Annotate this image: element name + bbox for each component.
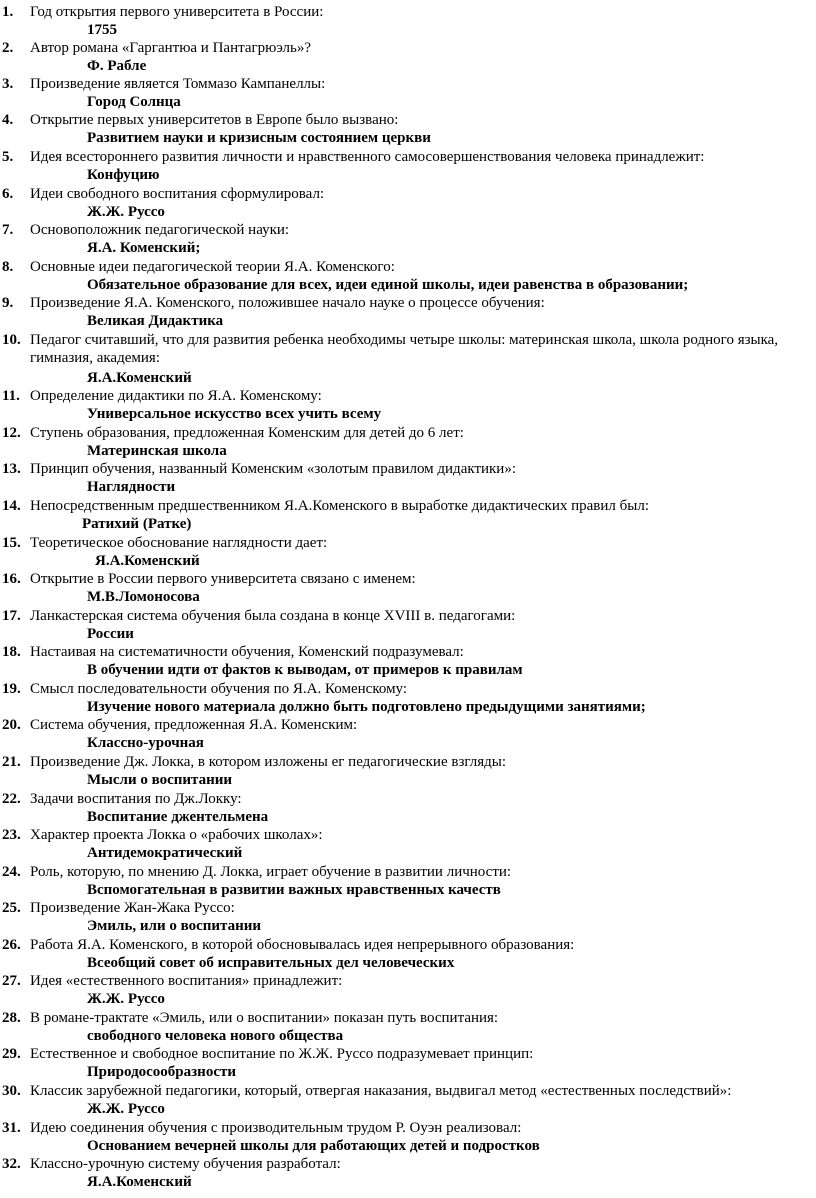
item-number: 20. (2, 717, 21, 733)
question-text: Теоретическое обоснование наглядности дает: (30, 535, 328, 551)
answer-text: Я.А. Коменский; (87, 240, 201, 256)
item-number: 11. (2, 388, 20, 404)
item-number: 29. (2, 1046, 21, 1062)
item-number: 7. (2, 222, 14, 238)
answer-text: В обучении идти от фактов к выводам, от примеров к правилам (87, 662, 523, 678)
question-text: Система обучения, предложенная Я.А. Коменским: (30, 717, 358, 733)
item-number: 25. (2, 900, 21, 916)
answer-text: 1755 (87, 22, 117, 38)
answer-text: М.В.Ломоносова (87, 589, 200, 605)
item-number: 27. (2, 973, 21, 989)
answer-text: Материнская школа (87, 443, 227, 459)
item-number: 24. (2, 864, 21, 880)
list-item (0, 643, 816, 679)
item-number: 15. (2, 535, 21, 551)
answer-text: Развитием науки и кризисным состоянием церкви (87, 130, 431, 146)
question-text: Естественное и свободное воспитание по Ж.Ж. Руссо подразумевает принцип: (30, 1046, 534, 1062)
list-item (0, 221, 816, 257)
question-text: Педагог считавший, что для развития ребенка необходимы четыре школы: материнская школа, школа родного языка, гимназия, академия: (30, 332, 779, 366)
item-number: 31. (2, 1120, 21, 1136)
item-number: 10. (2, 332, 21, 348)
answer-text: России (87, 626, 134, 642)
question-text: Идею соединения обучения с производительным трудом Р. Оуэн реализовал: (30, 1120, 522, 1136)
question-text: Произведение Я.А. Коменского, положившее начало науке о процессе обучения: (30, 295, 545, 311)
answer-text: Мысли о воспитании (87, 772, 233, 788)
answer-text: Город Солнца (87, 94, 181, 110)
list-item (0, 936, 816, 972)
list-item (0, 972, 816, 1008)
answer-text: Антидемократический (87, 845, 243, 861)
answer-text: Обязательное образование для всех, идеи единой школы, идеи равенства в образовании; (87, 277, 689, 293)
list-item (0, 497, 816, 533)
item-number: 28. (2, 1010, 21, 1026)
question-text: Определение дидактики по Я.А. Коменскому: (30, 388, 322, 404)
answer-text: Я.А.Коменский (87, 1174, 192, 1190)
item-number: 16. (2, 571, 21, 587)
item-number: 19. (2, 681, 21, 697)
list-item (0, 607, 816, 643)
answer-text: Воспитание джентельмена (87, 809, 269, 825)
answer-text: Вспомогательная в развитии важных нравственных качеств (87, 882, 501, 898)
answer-text: Наглядности (87, 479, 176, 495)
answer-text: Ж.Ж. Руссо (87, 991, 165, 1007)
item-number: 23. (2, 827, 21, 843)
list-item (0, 753, 816, 789)
item-number: 2. (2, 40, 14, 56)
answer-text: Великая Дидактика (87, 313, 224, 329)
question-text: Настаивая на систематичности обучения, Коменский подразумевал: (30, 644, 464, 660)
list-item (0, 716, 816, 752)
item-number: 12. (2, 425, 21, 441)
list-item (0, 424, 816, 460)
list-item (0, 3, 816, 39)
question-text: Основоположник педагогической науки: (30, 222, 290, 238)
answer-text: Ж.Ж. Руссо (87, 204, 165, 220)
question-text: Задачи воспитания по Дж.Локку: (30, 791, 242, 807)
answer-text: Всеобщий совет об исправительных дел человеческих (87, 955, 455, 971)
question-text: Классик зарубежной педагогики, который, отвергая наказания, выдвигал метод «естественных последствий»: (30, 1083, 732, 1099)
list-item (0, 460, 816, 496)
list-item (0, 790, 816, 826)
answer-text: Универсальное искусство всех учить всему (87, 406, 382, 422)
list-item (0, 1155, 816, 1191)
list-item (0, 826, 816, 862)
answer-text: Конфуцию (87, 167, 160, 183)
item-number: 26. (2, 937, 21, 953)
question-text: Автор романа «Гаргантюа и Пантагрюэль»? (30, 40, 312, 56)
list-item (0, 680, 816, 716)
item-number: 1. (2, 4, 14, 20)
question-text: Год открытия первого университета в России: (30, 4, 324, 20)
answer-text: Ж.Ж. Руссо (87, 1101, 165, 1117)
list-item (0, 111, 816, 147)
list-item (0, 387, 816, 423)
question-text: Ланкастерская система обучения была создана в конце XVIII в. педагогами: (30, 608, 516, 624)
answer-text: Я.А.Коменский (95, 553, 200, 569)
answer-text: Изучение нового материала должно быть подготовлено предыдущими занятиями; (87, 699, 646, 715)
question-text: Непосредственным предшественником Я.А.Коменского в выработке дидактических правил был: (30, 498, 649, 514)
question-text: Произведение Дж. Локка, в котором изложены ег педагогические взгляды: (30, 754, 507, 770)
item-number: 17. (2, 608, 21, 624)
item-number: 6. (2, 186, 14, 202)
answer-text: свободного человека нового общества (87, 1028, 344, 1044)
question-text: Основные идеи педагогической теории Я.А. Коменского: (30, 259, 395, 275)
list-item (0, 899, 816, 935)
item-number: 14. (2, 498, 21, 514)
list-item (0, 39, 816, 75)
answer-text: Природосообразности (87, 1064, 236, 1080)
list-item (0, 331, 816, 385)
list-item (0, 1045, 816, 1081)
question-text: Открытие в России первого университета связано с именем: (30, 571, 416, 587)
answer-text: Ратихий (Ратке) (82, 516, 192, 532)
list-item (0, 75, 816, 111)
item-number: 21. (2, 754, 21, 770)
question-text: Открытие первых университетов в Европе было вызвано: (30, 112, 399, 128)
list-item (0, 1082, 816, 1118)
question-text: Характер проекта Локка о «рабочих школах»: (30, 827, 323, 843)
item-number: 4. (2, 112, 14, 128)
item-number: 9. (2, 295, 14, 311)
list-item (0, 258, 816, 294)
list-item (0, 148, 816, 184)
list-item (0, 1009, 816, 1045)
question-text: Идея «естественного воспитания» принадлежит: (30, 973, 343, 989)
question-text: Классно-урочную систему обучения разработал: (30, 1156, 341, 1172)
list-item (0, 534, 816, 570)
question-text: Принцип обучения, названный Коменским «золотым правилом дидактики»: (30, 461, 517, 477)
answer-text: Эмиль, или о воспитании (87, 918, 262, 934)
list-item (0, 1119, 816, 1155)
list-item (0, 294, 816, 330)
answer-text: Основанием вечерней школы для работающих детей и подростков (87, 1138, 540, 1154)
question-text: Идеи свободного воспитания сформулировал: (30, 186, 325, 202)
item-number: 22. (2, 791, 21, 807)
item-number: 30. (2, 1083, 21, 1099)
item-number: 18. (2, 644, 21, 660)
question-text: Ступень образования, предложенная Коменским для детей до 6 лет: (30, 425, 464, 441)
list-item (0, 570, 816, 606)
item-number: 13. (2, 461, 21, 477)
question-text: Идея всестороннего развития личности и нравственного самосовершенствования человека принадлежит: (30, 149, 705, 165)
question-text: Роль, которую, по мнению Д. Локка, играет обучение в развитии личности: (30, 864, 512, 880)
item-number: 5. (2, 149, 14, 165)
question-text: Произведение является Томмазо Кампанеллы: (30, 76, 326, 92)
item-number: 8. (2, 259, 14, 275)
answer-text: Ф. Рабле (87, 58, 147, 74)
item-number: 32. (2, 1156, 21, 1172)
answer-text: Классно-урочная (87, 735, 204, 751)
list-item (0, 863, 816, 899)
answer-text: Я.А.Коменский (87, 370, 192, 386)
item-number: 3. (2, 76, 14, 92)
question-text: В романе-трактате «Эмиль, или о воспитании» показан путь воспитания: (30, 1010, 499, 1026)
question-text: Работа Я.А. Коменского, в которой обосновывалась идея непрерывного образования: (30, 937, 575, 953)
question-text: Смысл последовательности обучения по Я.А. Коменскому: (30, 681, 408, 697)
question-text: Произведение Жан-Жака Руссо: (30, 900, 235, 916)
list-item (0, 185, 816, 221)
